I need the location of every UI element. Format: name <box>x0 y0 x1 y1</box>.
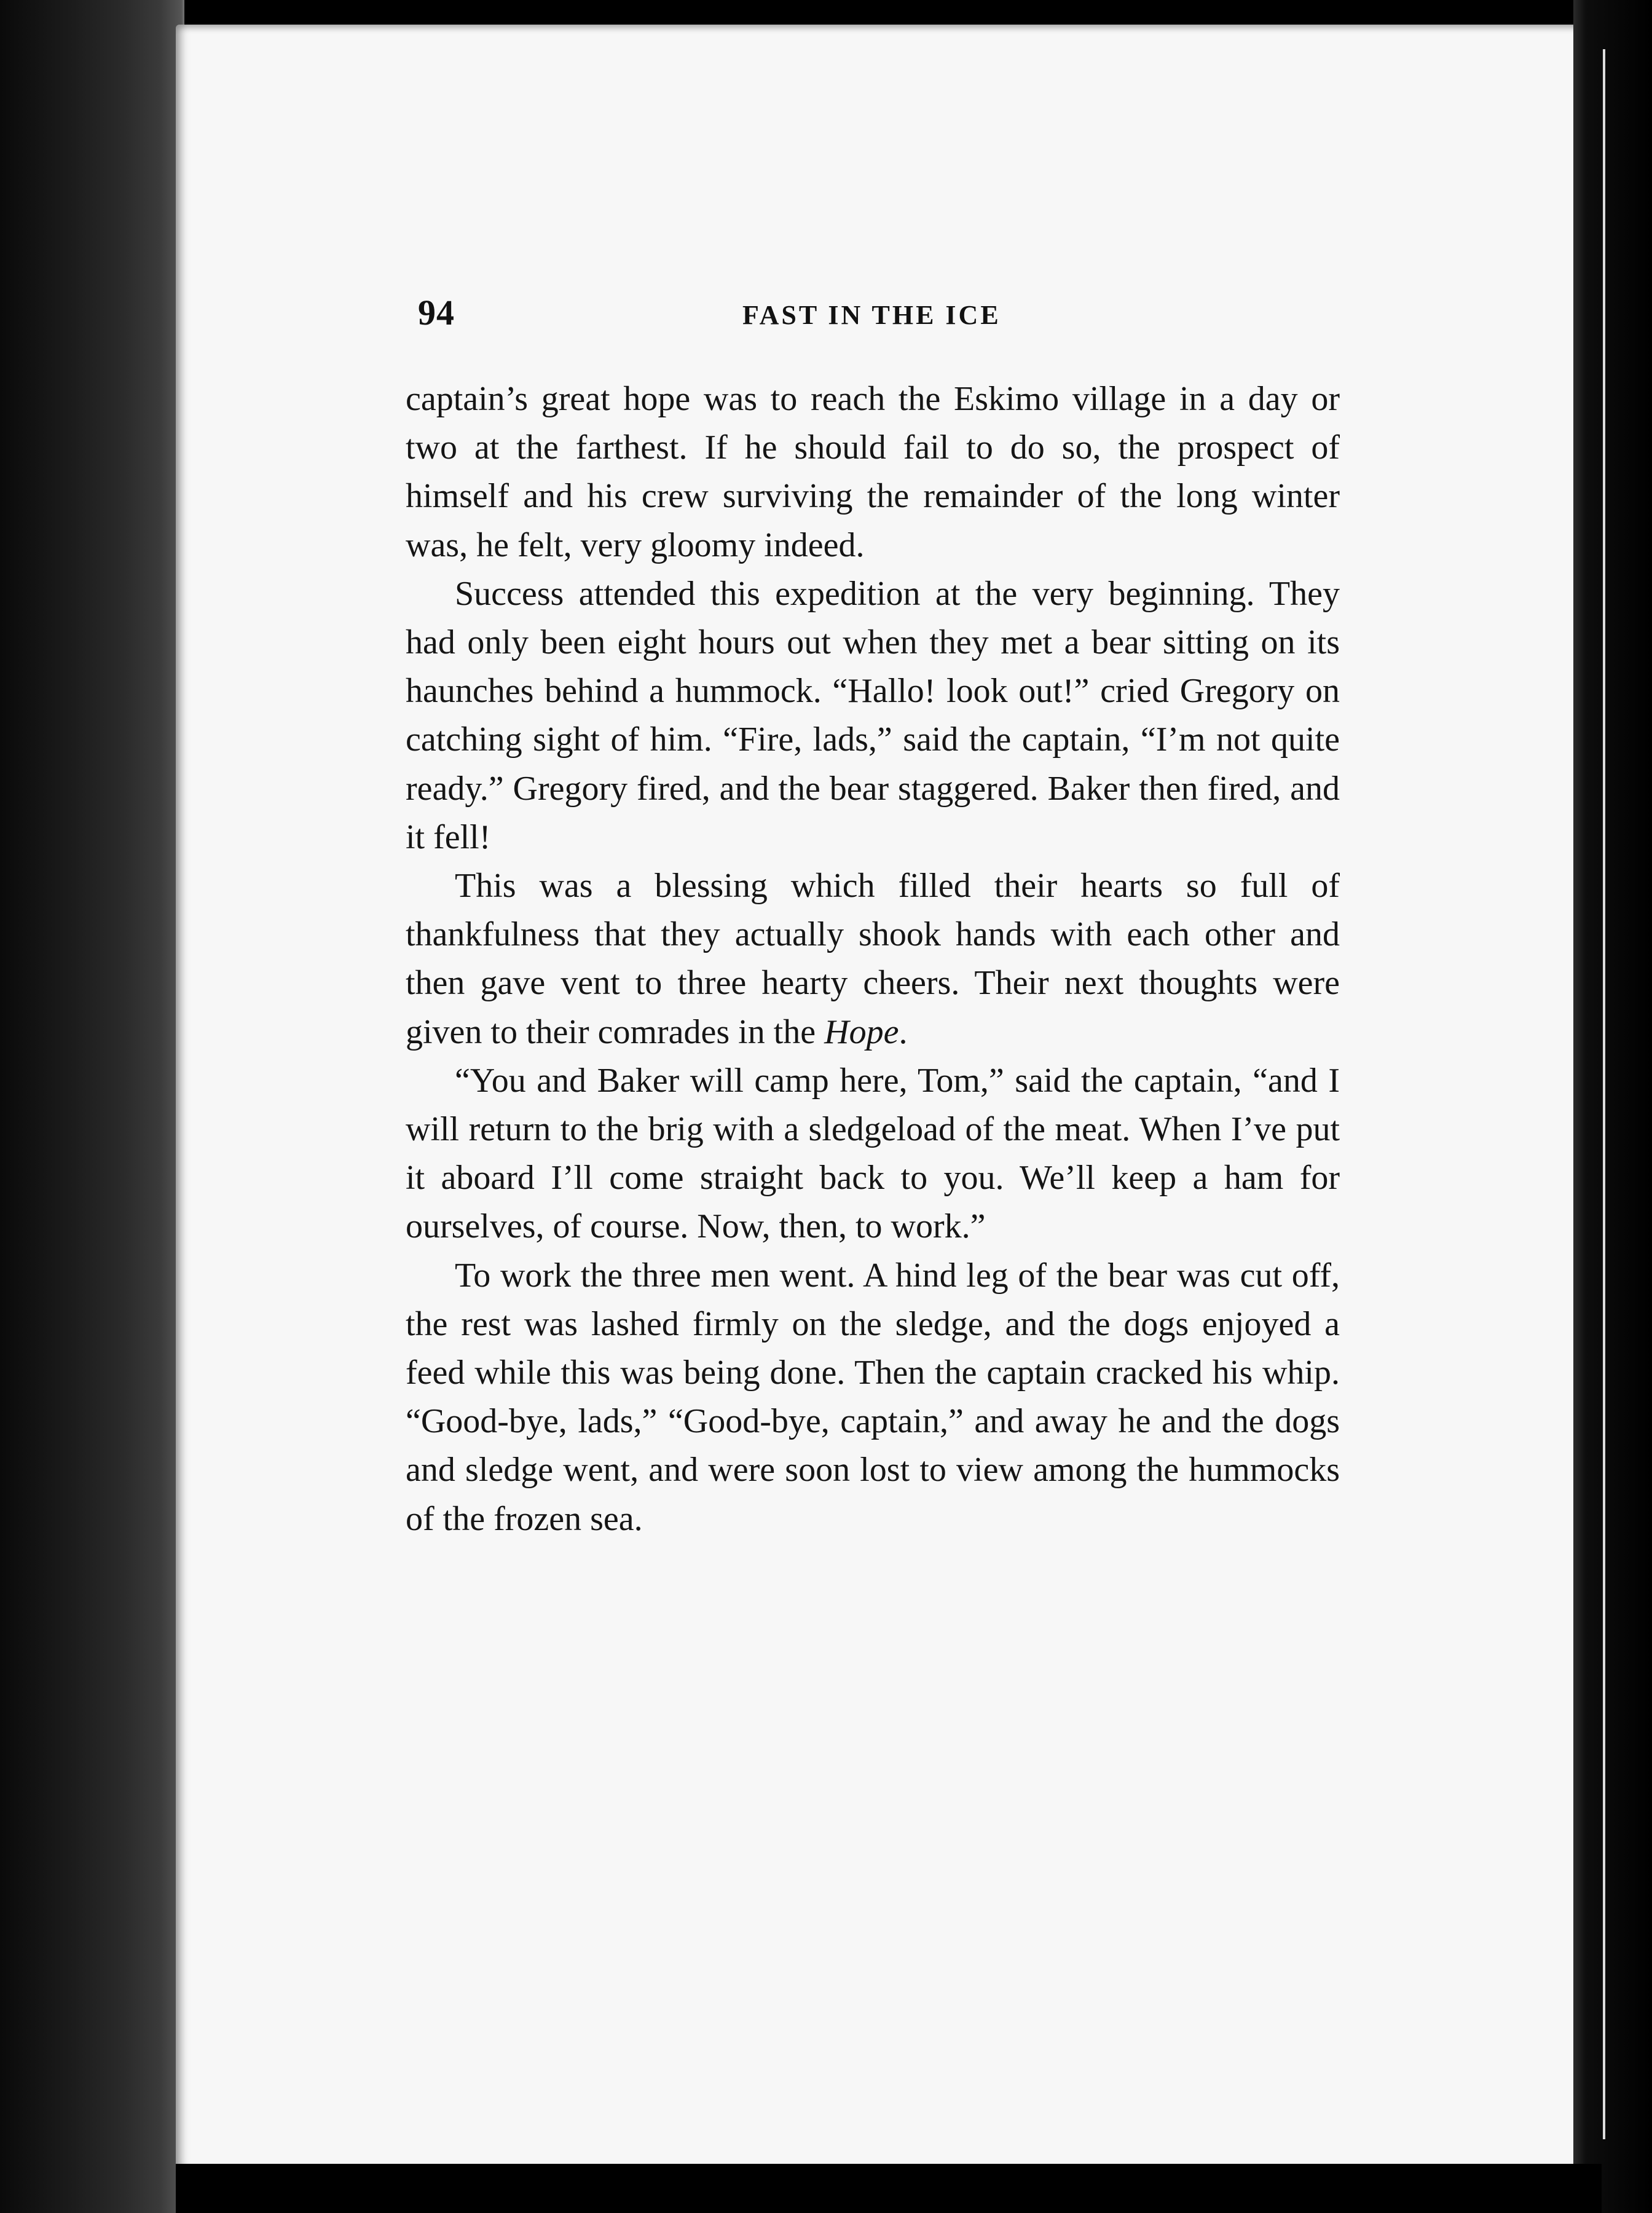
right-page-gutter <box>1573 0 1652 2213</box>
book-spine-shadow <box>0 0 184 2213</box>
paragraph-3 <box>406 862 1340 1057</box>
body-text <box>406 375 1340 1544</box>
paragraph-5: To work the three men went. A hind leg of the bear was cut off, the rest was lashed firmly on the sledge, and the dogs enjoyed a feed while this was being done. Then the captain cracked his whip. “Good-bye, lads,” “Good-bye, captain,” and away he and the dogs and sledge went, and were soon lost to view among the hummocks of the frozen sea. <box>406 1256 1340 1538</box>
bottom-scan-edge <box>176 2164 1602 2213</box>
page-number: 94 <box>418 293 455 333</box>
page-header <box>418 292 1352 341</box>
paragraph-3-end: . <box>899 1012 908 1051</box>
paragraph-2: Success attended this expedition at the very beginning. They had only been eight hours out when they met a bear sitting on its haunches behind a hummock. “Hallo! look out!” cried Gregory on catching sight of him. “Fire, lads,” said the captain, “I’m not quite ready.” Gregory fired, and the bear staggered. Baker then fired, and it fell! <box>406 574 1340 856</box>
ship-name-italic: Hope <box>824 1012 899 1051</box>
running-title: FAST IN THE ICE <box>742 300 1001 330</box>
paragraph-1: captain’s great hope was to reach the Eskimo village in a day or two at the farthest. If he should fail to do so, the prospect of himself and his crew surviving the remainder of the long winter was, he felt, very gloomy indeed. <box>406 380 1340 564</box>
next-page-edge <box>1603 49 1605 2139</box>
paragraph-4: “You and Baker will camp here, Tom,” said the captain, “and I will return to the brig with a sledgeload of the meat. When I’ve put it aboard I’ll come straight back to you. We’ll keep a ham for ourselves, of course. Now, then, to work.” <box>406 1061 1340 1246</box>
paragraph-3-text: This was a blessing which filled their hearts so full of thankfulness that they actually shook hands with each other and then gave vent to three hearty cheers. Their next thoughts were given to their comrades in the <box>406 867 1340 1051</box>
